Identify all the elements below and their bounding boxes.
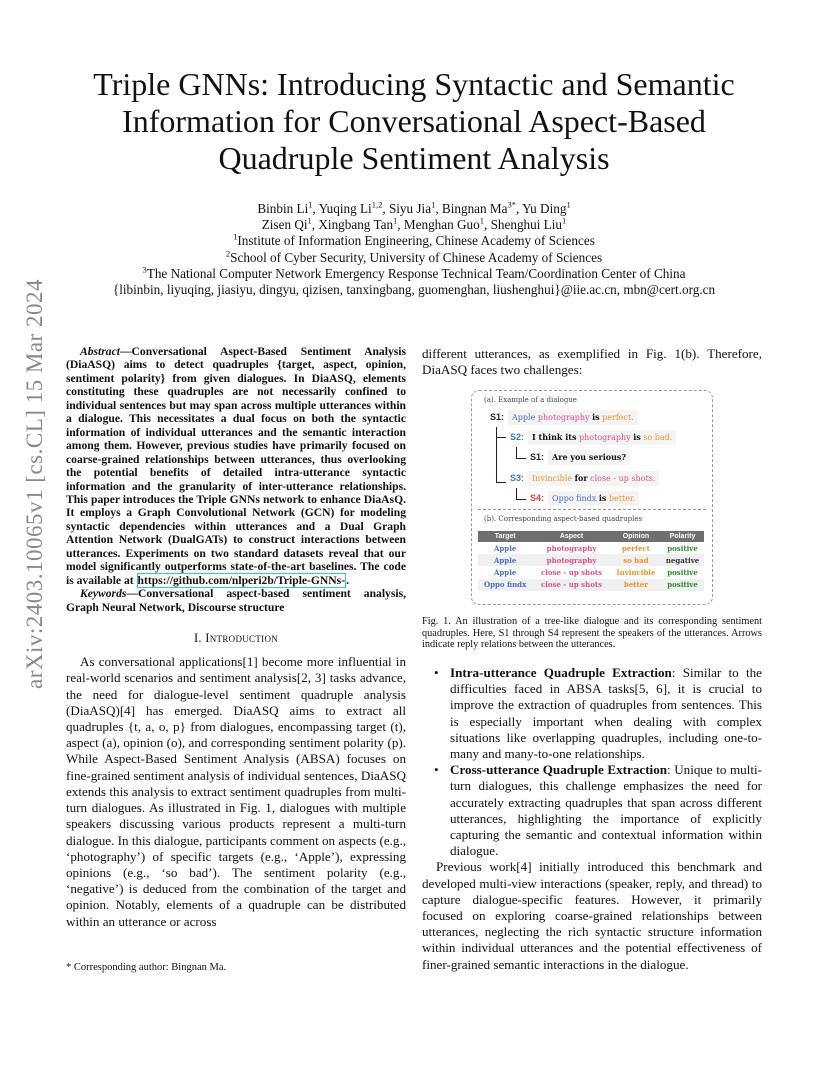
right-column-top xyxy=(422,346,762,378)
quadruple-table xyxy=(478,531,704,591)
list-item: • Cross-utterance Quadruple Extraction: Unique to multi-turn dialogues, this challenge emphasizes the need for accurately extracting quadruples that span across different utterances, highlighting the importance of explicitly capturing the semantic and contextual information within dialogue. xyxy=(450,762,762,859)
emails: {libinbin, liyuqing, jiasiyu, dingyu, qizisen, tanxingbang, guomenghan, liushenghui}@iie.ac.cn, mbn@cert.org.cn xyxy=(112,282,716,298)
paper-title: Triple GNNs: Introducing Syntactic and Semantic Information for Conversational Aspect-Based Quadruple Sentiment Analysis xyxy=(93,66,735,176)
table-row xyxy=(478,554,704,566)
affiliation-1: $^1$Institute of Information Engineering, Chinese Academy of Sciences xyxy=(233,232,595,249)
utterance-s1-reply: S1: Are you serious? xyxy=(530,452,630,462)
cell-target: Oppo findx xyxy=(478,579,532,591)
utterance-s1: S1: Apple photography is perfect. xyxy=(490,412,638,422)
figure-divider xyxy=(478,509,706,510)
utterance-s4: S4: Oppo findx is better. xyxy=(530,493,639,503)
reply-arrow-line xyxy=(496,437,506,438)
cell-opinion: so bad xyxy=(611,554,661,566)
cell-polarity: positive xyxy=(661,579,704,591)
affiliation-3: $^3$The National Computer Network Emergency Response Technical Team/Coordination Center of China xyxy=(142,264,686,281)
cell-aspect: close - up shots xyxy=(541,567,603,577)
cell-polarity: positive xyxy=(667,543,698,553)
intro-paragraph-1-cont: different utterances, as exemplified in Fig. 1(b). Therefore, DiaASQ faces two challenges: xyxy=(422,346,762,378)
table-row xyxy=(478,542,704,554)
cell-opinion: Invincible xyxy=(616,567,656,577)
cell-polarity: negative xyxy=(661,554,704,566)
intro-paragraph-1: As conversational applications[1] become more influential in real-world scenarios and sentiment analysis[2, 3] tasks advance, the need for dialogue-level sentiment quadruple analysis (DiaASQ)[4] has emerged. DiaASQ aims to extract all quadruples {t, a, o, p} from dialogues, encompassing target (t), aspect (a), opinion (o), and corresponding sentiment polarity (p). While Aspect-Based Sentiment Analysis (ABSA) focuses on fine-grained sentiment analysis of individual sentences, DiaASQ extends this analysis to extract sentiment quadruples from multi-turn dialogues. As illustrated in Fig. 1, dialogues with multiple speakers discussing various products represent a multi-turn dialogue. In this dialogue, participants comment on aspects (e.g., ‘photography’) of specific targets (e.g., ‘Apple’), expressing opinions (e.g., ‘so bad’). The sentiment polarity (e.g., ‘negative’) is deduced from the combination of the target and opinion. Notably, elements of a quadruple can be distributed within an utterance or across xyxy=(66,654,406,929)
cell-aspect: photography xyxy=(532,554,610,566)
author-block xyxy=(60,201,768,298)
table-header: Aspect xyxy=(532,531,610,542)
table-row xyxy=(478,566,704,578)
cell-target: Apple xyxy=(493,567,517,577)
cell-opinion: perfect xyxy=(621,543,650,553)
intro-paragraph-2: Previous work[4] initially introduced this benchmark and developed multi-view interactions (speaker, reply, and thread) to capture dialogue-specific features. However, it primarily focused on exploring coarse-grained relationships between utterances, neglecting the rich syntactic structure information within individual utterances and the potential effectiveness of finer-grained semantic interactions in the dialogue. xyxy=(422,859,762,972)
cell-aspect: close - up shots xyxy=(532,579,610,591)
abstract: Abstract—Conversational Aspect-Based Sentiment Analysis (DiaASQ) aims to detect quadruples {target, aspect, opinion, sentiment polarity} from given dialogues. In DiaASQ, elements constituting these quadruples are not necessarily confined to individual sentences but may span across multiple utterances within a dialogue. This necessitates a dual focus on both the syntactic information of individual utterances and the semantic interaction among them. However, previous studies have primarily focused on coarse-grained relationships between utterances, thus overlooking the potential benefits of detailed intra-utterance syntactic information and the granularity of inter-utterance relationships. This paper introduces the Triple GNNs network to enhance DiaAsQ. It employs a Graph Convolutional Network (GCN) for modeling syntactic dependencies within utterances and a Dual Graph Attention Network (DualGATs) to construct interactions between utterances. Experiments on two standard datasets reveal that our model significantly outperforms state-of-the-art baselines. The code is available at https://github.com/nlperi2b/Triple-GNNs-. xyxy=(66,345,406,587)
table-header: Opinion xyxy=(611,531,661,542)
reply-arrow-line xyxy=(496,482,506,483)
authors-line-1: Binbin Li$^1$, Yuqing Li$^{1,2}$, Siyu Jia$^1$, Bingnan $Ma^{3*}$, Yu Ding$^1$ xyxy=(257,199,571,216)
code-link[interactable]: https://github.com/nlperi2b/Triple-GNNs- xyxy=(137,573,346,587)
cell-aspect: photography xyxy=(546,543,597,553)
left-column xyxy=(66,345,406,930)
cell-opinion: better xyxy=(611,579,661,591)
cell-target: Apple xyxy=(493,543,517,553)
figure-caption: Fig. 1. An illustration of a tree-like dialogue and its corresponding sentiment quadruples. Here, S1 through S4 represent the speakers of the utterances. Arrows indicate reply relations between the utterances. xyxy=(422,616,762,651)
figure-label-b: (b). Corresponding aspect-based quadruples xyxy=(484,515,643,523)
affiliation-2: $^2$School of Cyber Security, University of Chinese Academy of Sciences xyxy=(225,248,603,265)
table-header: Polarity xyxy=(661,531,704,542)
table-row xyxy=(478,579,704,591)
keywords: Keywords—Conversational aspect-based sentiment analysis, Graph Neural Network, Discourse structure xyxy=(66,587,406,614)
authors-line-2: Zisen Qi$^1$, Xingbang Tan$^1$, Menghan Guo$^1$, Shenghui Liu$^1$ xyxy=(261,215,567,233)
figure-label-a: (a). Example of a dialogue xyxy=(484,396,577,404)
reply-arrow-line xyxy=(496,427,497,483)
figure-1 xyxy=(471,390,713,605)
section-heading: I. Introduction xyxy=(193,631,279,646)
table-header: Target xyxy=(478,531,532,542)
cell-target: Apple xyxy=(478,554,532,566)
list-item: • Intra-utterance Quadruple Extraction: Similar to the difficulties faced in ABSA tasks[5, 6], it is crucial to improve the extraction of quadruples from sentences. This is especially important when dealing with complex situations like overlapping quadruples, including one-to-many and many-to-one relationships. xyxy=(450,665,762,762)
challenge-list xyxy=(422,665,762,859)
reply-arrow-line xyxy=(516,458,526,459)
arxiv-stamp: arXiv:2403.10065v1 [cs.CL] 15 Mar 2024 xyxy=(22,279,47,689)
utterance-s3: S3: Invincible for close - up shots. xyxy=(510,473,659,483)
cell-polarity: positive xyxy=(667,567,698,577)
utterance-s2: S2: I think its photography is so bad. xyxy=(510,432,676,442)
footnote: * Corresponding author: Bingnan Ma. xyxy=(66,962,227,973)
reply-arrow-line xyxy=(516,499,526,500)
right-column-body xyxy=(422,665,762,973)
